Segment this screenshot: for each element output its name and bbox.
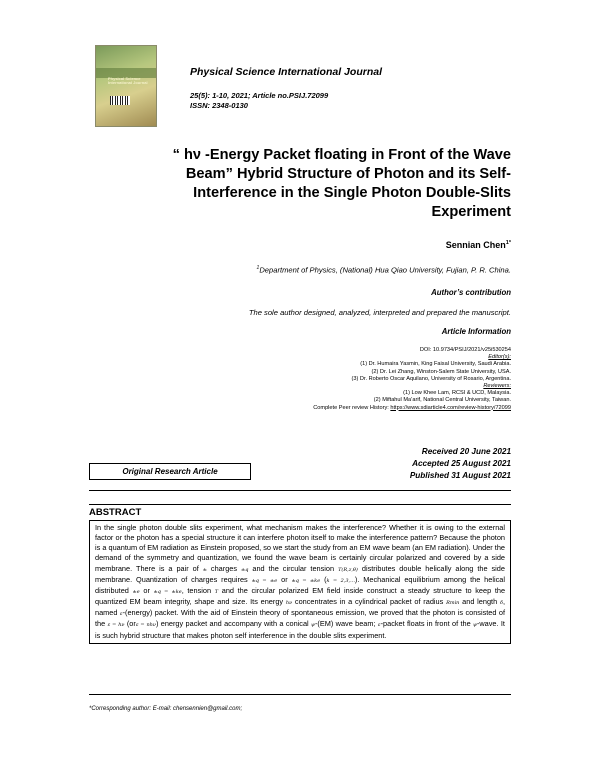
math-symbol: ψ — [473, 622, 477, 629]
math-symbol: ±q = ±e — [251, 577, 278, 584]
footnote-divider — [89, 694, 511, 695]
article-info — [111, 347, 511, 412]
divider — [89, 490, 511, 491]
reviewer-entry: (2) Miftahul Ma’arif, National Central University, Taiwan. — [373, 397, 511, 404]
abstract-text: -wave. It is such hybrid structure that makes photon self interference in the double slits experiment. — [95, 619, 505, 640]
math-symbol: ±q = ±ke — [153, 588, 182, 595]
title-line: Experiment — [431, 204, 511, 220]
volume-info: 25(5): 1-10, 2021; Article no.PSIJ.72099 — [190, 91, 329, 100]
abstract-heading: ABSTRACT — [89, 507, 142, 518]
journal-cover-thumbnail — [95, 45, 157, 127]
editor-entry: (3) Dr. Roberto Oscar Aquilano, University of Rosario, Argentina. — [351, 375, 511, 382]
math-symbol: T — [214, 588, 219, 595]
math-symbol: ε — [119, 611, 123, 618]
abstract-text: -packet floats in front of the — [380, 619, 471, 629]
abstract-text: ). Mechanical equilibrium among the helical distributed — [95, 574, 505, 595]
cover-barcode-icon — [110, 96, 130, 105]
reviewer-entry: (1) Low Khee Lam, RCSI & UCD, Malaysia. — [403, 390, 511, 397]
journal-name: Physical Science International Journal — [190, 66, 382, 78]
abstract-text: distributes double helically along the side membrane. Quantization of charges requires — [95, 563, 505, 584]
doi: DOI: 10.9734/PSIJ/2021/v25i530254 — [419, 347, 511, 353]
accepted-date: Accepted 25 August 2021 — [412, 459, 511, 468]
math-symbol: ε = nhν — [135, 622, 156, 629]
issn: ISSN: 2348-0130 — [190, 101, 248, 110]
contribution-text: The sole author designed, analyzed, interpreted and prepared the manuscript. — [248, 308, 511, 317]
math-symbol: δ — [499, 600, 503, 607]
peer-review-history — [111, 405, 511, 412]
abstract-text: and the circular polarized EM field inside construct a steady structure to keep the quantized EM beam integrity, shape and size. Its energy — [95, 585, 506, 607]
math-symbol: ±q = ±ke — [291, 577, 321, 584]
title-line: Beam” Hybrid Structure of Photon and its Self- — [185, 166, 511, 182]
publication-dates — [311, 446, 511, 482]
abstract-text: charges — [210, 563, 238, 573]
affiliation-mark: 1 — [256, 265, 260, 271]
math-symbol: T(R,z,θ) — [338, 566, 358, 573]
math-symbol: Rmin — [446, 600, 460, 607]
affiliation-text: Department of Physics, (National) Hua Qiao University, Fujian, P. R. China. — [259, 265, 511, 275]
divider — [89, 504, 511, 505]
article-type-badge: Original Research Article — [89, 463, 251, 480]
abstract-box — [89, 520, 511, 644]
abstract-text: and the circular tension — [252, 563, 335, 573]
abstract-text: or — [143, 585, 150, 595]
reviewers-label: Reviewers: — [483, 383, 511, 390]
author — [446, 240, 511, 250]
editor-entry: (2) Dr. Lei Zhang, Winston-Salem State University, USA. — [371, 368, 511, 375]
author-mark: 1* — [505, 240, 511, 246]
editor-entry: (1) Dr. Humaira Yasmin, King Faisal University, Saudi Arabia. — [360, 361, 511, 368]
abstract-text: (or — [126, 619, 136, 629]
journal-citation — [190, 91, 328, 111]
abstract-text: In the single photon double slits experiment, what mechanism makes the interference? Whether it is owing to the external factor or the photon has a special structure it can interfere photon itself to make the interference pattern? Because the photon is a quantum of EM radiation as Einstein proposed, so we start the study from an EM wave beam (an EM radiation). Under the demand of the symmetry and quantization, we found the wave beam is certainly circular polarized and covered by a side membrane. There is a pair of — [95, 523, 505, 573]
published-date: Published 31 August 2021 — [409, 471, 511, 480]
math-symbol: ε — [377, 622, 381, 629]
editors-label: Editor(s): — [488, 354, 511, 361]
abstract-text: -(energy) packet. With the aid of Einstein theory of spontaneous emission, we proved that the photon is consisted of the — [95, 608, 505, 629]
contribution-heading: Author’s contribution — [431, 288, 511, 297]
affiliation — [257, 265, 511, 275]
history-label: Complete Peer review History: — [313, 404, 389, 411]
abstract-text: ) energy packet and accompany with a conical — [155, 619, 309, 629]
corresponding-author-footnote: *Corresponding author: E-mail: chensennien@gmail.com; — [89, 706, 243, 712]
review-history-link[interactable]: https://www.sdiarticle4.com/review-history/72099 — [390, 404, 511, 411]
abstract-text: ( — [324, 574, 327, 584]
math-symbol: hν — [285, 600, 293, 607]
received-date: Received 20 June 2021 — [421, 447, 511, 456]
cover-title: Physical Science International Journal — [108, 76, 148, 85]
title-line: Interference in the Single Photon Double-Slits — [193, 185, 511, 201]
article-info-heading: Article Information — [441, 327, 511, 336]
math-symbol: ±e — [132, 588, 140, 595]
abstract-text: , tension — [181, 585, 212, 595]
math-symbol: ± — [202, 566, 207, 573]
author-name: Sennian Chen — [445, 240, 506, 250]
abstract-text: or — [281, 574, 288, 584]
math-symbol: k = 2,3,... — [326, 577, 355, 584]
abstract-text: -(EM) wave beam; — [314, 619, 376, 629]
math-symbol: ±q — [241, 566, 249, 573]
title-line: “ hν -Energy Packet floating in Front of the Wave — [172, 147, 511, 163]
abstract-text: and length — [462, 597, 498, 607]
math-symbol: ε = hν — [107, 622, 125, 629]
paper-title — [111, 146, 511, 222]
abstract-text: concentrates in a cylindrical packet of radius — [294, 597, 444, 607]
abstract-text: , named — [95, 597, 506, 618]
math-symbol: ψ — [311, 622, 315, 629]
